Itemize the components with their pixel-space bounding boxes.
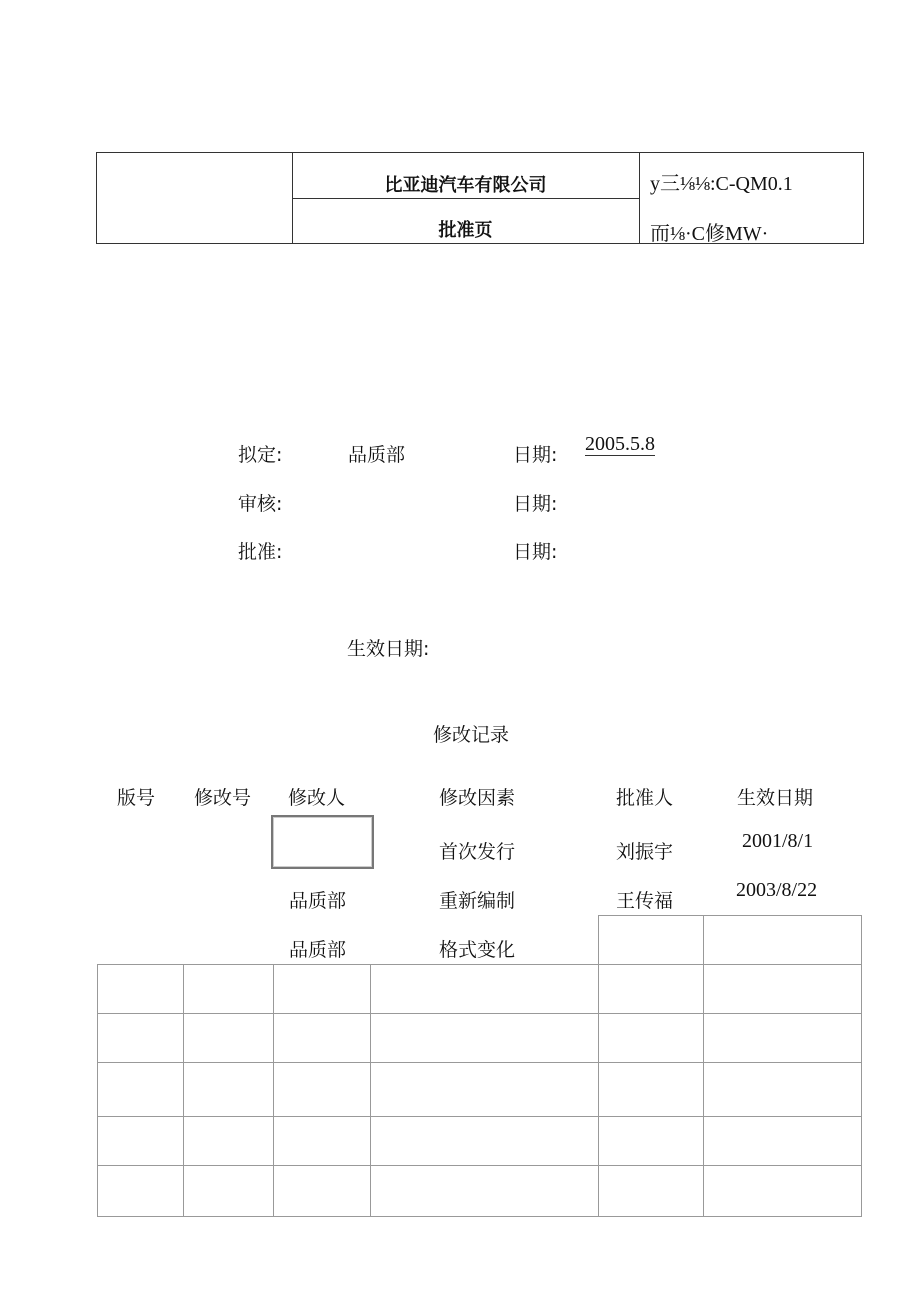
- approve-date-label: 日期:: [513, 541, 558, 563]
- draft-date-label: 日期:: [513, 444, 558, 466]
- col-modifier: 修改人: [288, 787, 346, 809]
- row1-date: 2001/8/1: [742, 830, 814, 852]
- row3-reason: 格式变化: [439, 939, 516, 961]
- approve-label: 批准:: [238, 541, 283, 563]
- col-reason: 修改因素: [439, 787, 516, 809]
- draft-label: 拟定:: [238, 444, 283, 466]
- draft-dept: 品质部: [348, 444, 406, 466]
- row2-reason: 重新编制: [439, 890, 516, 912]
- company-name: 比亚迪汽车有限公司: [384, 175, 547, 196]
- col-effective-date: 生效日期: [737, 787, 814, 809]
- row3-modifier: 品质部: [289, 939, 347, 961]
- row1-approver: 刘振宇: [616, 841, 674, 863]
- doc-version: 而⅛·C修MW·: [650, 223, 769, 245]
- col-change-no: 修改号: [194, 787, 252, 809]
- row2-approver: 王传福: [616, 890, 674, 912]
- row2-modifier: 品质部: [289, 890, 347, 912]
- effective-date-label: 生效日期:: [347, 638, 430, 660]
- page-title: 批准页: [438, 220, 493, 241]
- blank-box: [271, 815, 374, 869]
- draft-date: 2005.5.8: [585, 433, 655, 455]
- review-date-label: 日期:: [513, 493, 558, 515]
- col-approver: 批准人: [616, 787, 674, 809]
- row1-reason: 首次发行: [439, 841, 516, 863]
- doc-code: y三⅛⅛:C-QM0.1: [650, 173, 793, 195]
- revision-title: 修改记录: [433, 724, 510, 746]
- row2-date: 2003/8/22: [736, 879, 818, 901]
- col-version: 版号: [117, 787, 156, 809]
- review-label: 审核:: [238, 493, 283, 515]
